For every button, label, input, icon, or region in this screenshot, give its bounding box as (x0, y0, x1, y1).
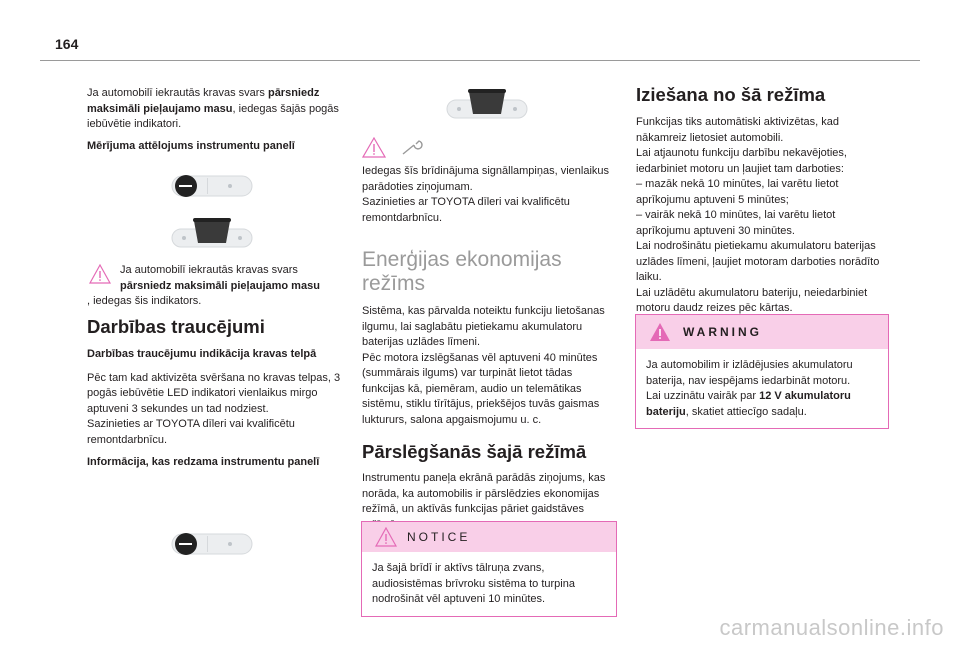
notice-label: NOTICE (407, 530, 471, 544)
warning-triangle-icon (89, 264, 111, 284)
paragraph: Instrumentu paneļa ekrānā parādās ziņojums, kas norāda, ka automobilis ir pārslēdzies ekonomijas režīmā, un aktīvās funkcijas pāriet gaidstāves (362, 472, 606, 515)
column-1-part-2: Ja automobilī iekrautās kravas svars pārsniedz maksimāli pieļaujamo masu (87, 263, 342, 294)
paragraph: Pēc tam kad aktivizēta svēršana no kravas telpas, 3 pogās iebūvētie LED indikatori vienlaikus mirgo aptuveni 3 sekundes un tad nodziest. (87, 371, 341, 415)
section-title: Iziešana no šā režīma (636, 84, 826, 105)
paragraph: Lai uzlādētu akumulatoru bateriju, neiedarbiniet motoru daudz reizes pēc kārtas. (636, 286, 868, 314)
paragraph: Sazinieties ar TOYOTA dīleri vai kvalificētu remontdarbnīcu. (87, 418, 295, 446)
column-2 (362, 164, 617, 533)
list-item: – vairāk nekā 10 minūtes, lai varētu lietot aprīkojumu aptuveni 30 minūtes. (636, 209, 836, 237)
load-buttons-illustration-3 (170, 530, 254, 558)
warning-triangle-icon (362, 137, 386, 159)
notice-text: Ja šajā brīdī ir aktīvs tālruņa zvans, audiosistēmas brīvroku sistēma to turpina nodrošināt vēl aptuveni 10 minūtes. (372, 562, 575, 605)
subsection-heading: Informācija, kas redzama instrumentu panelī (87, 456, 320, 468)
column-1-part-3 (87, 316, 342, 471)
warning-filled-triangle-icon (649, 322, 671, 342)
page-number: 164 (55, 36, 79, 52)
header-divider (40, 60, 920, 61)
warning-lamps-illustration (445, 84, 529, 120)
notice-header (362, 522, 616, 552)
section-title: Darbības traucējumi (87, 316, 265, 337)
paragraph: Pēc motora izslēgšanas vēl aptuveni 40 minūtes (summārais ilgums) var turpināt lietot tādas funkcijas kā, piemēram, audio un telemātikas sistēmu, stiklu tīrītājus, priekšējos tuvās gaismas luktururs, salona apgaismojumu u. c. (362, 351, 600, 426)
notice-triangle-icon (375, 527, 397, 547)
paragraph: Sistēma, kas pārvalda noteiktu funkciju lietošanas ilgumu, lai saglabātu pietiekamu akumulatoru baterijas uzlādes līmeni. (362, 305, 605, 348)
wrench-icon (400, 137, 424, 159)
column-3 (636, 84, 886, 317)
load-buttons-illustration-1 (170, 172, 254, 200)
notice-box (361, 521, 617, 617)
section-heading: Mērījuma attēlojums instrumentu panelī (87, 139, 295, 152)
load-indicator-illustration-2 (170, 215, 254, 249)
paragraph: Funkcijas tiks automātiski aktivizētas, kad nākamreiz lietosiet automobili. (636, 116, 839, 144)
paragraph: Iedegas šīs brīdinājuma signāllampiņas, vienlaikus parādoties ziņojumam. (362, 165, 610, 193)
warning-text: Ja automobilim ir izlādējusies akumulatoru baterija, nav iespējams iedarbināt motoru. Lai uzzinātu vairāk par 12 V akumulatoru bateriju, skatiet attiecīgo sadaļu. (646, 359, 853, 418)
column-1-part-2b: , iedegas šis indikators. (87, 295, 202, 307)
paragraph: Sazinieties ar TOYOTA dīleri vai kvalificētu remontdarbnīcu. (362, 196, 570, 224)
warning-box (635, 314, 889, 429)
watermark: carmanualsonline.info (719, 615, 944, 640)
warning-label: WARNING (683, 325, 762, 339)
paragraph: Ja automobilī iekrautās kravas svars pārsniedz maksimāli pieļaujamo masu, iedegas šajās pogās iebūvētie indikatori. (87, 87, 339, 130)
paragraph: Lai nodrošinātu pietiekamu akumulatoru baterijas uzlādes līmeni, ļaujiet motoram darboties norādīto laiku. (636, 240, 880, 283)
warning-header (636, 315, 888, 349)
column-1 (87, 86, 342, 154)
paragraph: Lai atjaunotu funkciju darbību nekavējoties, iedarbiniet motoru un ļaujiet tam darboties: (636, 147, 847, 175)
subsection-heading: Darbības traucējumu indikācija kravas telpā (87, 348, 317, 360)
section-title: Enerģijas ekonomijas režīms (362, 248, 562, 295)
section-title: Pārslēgšanās šajā režīmā (362, 441, 587, 462)
warning-icons-row (362, 137, 424, 164)
list-item: – mazāk nekā 10 minūtes, lai varētu lietot aprīkojumu aptuveni 5 minūtes; (636, 178, 839, 206)
